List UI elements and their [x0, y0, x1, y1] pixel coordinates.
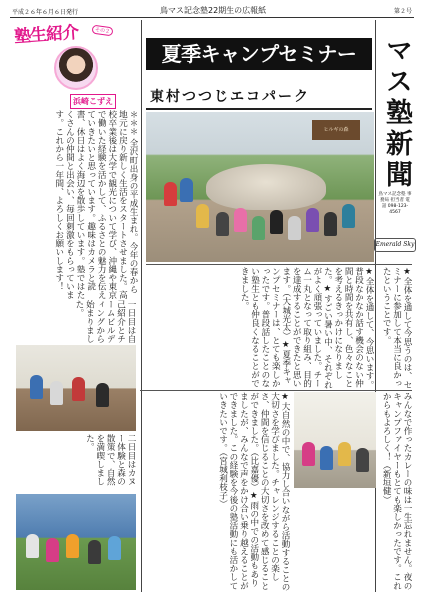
logo: Emerald Sky [374, 238, 416, 252]
article-column: ★大自然の中で、協力し合いながら活動することの大切さを学びました。チャレンジすることの楽しさ、仲間を信じることの大切さを改めて感じることができました。（比嘉優）★雨の中での活動もありましたが、みんなで声をかけ合い乗り越えることができました。この経験を今後の塾活動にも活かしていきたいです。（宮城利枝子） [217, 392, 290, 592]
article-column: みんなで作ったカレーの味は一生忘れません。夜のキャンプファイヤーもとても楽しかったです。これからもよろしく！（新垣健） [381, 392, 412, 590]
profile-section [12, 20, 138, 300]
indoor-photo [294, 392, 376, 488]
person [108, 536, 121, 560]
person [196, 204, 209, 228]
profile-name: 浜崎こずえ [70, 94, 116, 109]
column-divider [375, 20, 376, 592]
contact-info: 鳥マス記念塾 事務局 担当者 電話 098-123-4567 [378, 192, 412, 215]
person [288, 216, 301, 240]
outdoor-photo [16, 494, 136, 590]
person [66, 534, 79, 558]
person [46, 538, 59, 562]
article-subheadline: 東村つつじエコパーク [150, 89, 310, 105]
person [96, 383, 109, 407]
person [306, 208, 319, 232]
profile-text: ＊＊＊ 全沢町出身の平成生まれ。今年の春から地元に戻り新しく生活をスタートさせました。高校卒業後は大学で観光について学び、沖縄や東京で働いた経験を活かして、ふるさとの魅力を伝えていきたいと思っています。趣味はカメラと読書、休日はよく海辺を散歩しています。塾ではたくさんの仲間と出会い、毎回刺激をもらっています。これから一年間、よろしくお願いします！ [53, 110, 138, 300]
article-column: ★全体を通して、今思います。普段なかなか話す機会のない仲間と時間を共有し、色々なことを考えるきっかけになりました。★すごい暑い中、それぞれがよく頑張っていました。チーム一丸となって取り組み、目的を達成することができたと思います。（大城光太）★夏季キャンプセミナーは、とても楽しかったです。普段話したことのない塾生とも仲良くなることができました。 [239, 267, 374, 389]
newspaper-title: マス塾新聞 [381, 36, 412, 191]
person [270, 210, 283, 234]
person [252, 216, 265, 240]
issue-number: 第２号 [393, 8, 412, 15]
profile-photo [54, 46, 98, 90]
activity-photo [16, 345, 136, 431]
article-headline: 夏季キャンプセミナー [146, 38, 372, 70]
park-sign: ヒルギの森 [312, 120, 360, 140]
person [72, 377, 85, 401]
person [164, 182, 177, 206]
profile-badge: その２ [91, 25, 113, 37]
rock-monument [206, 164, 326, 210]
person [320, 446, 333, 470]
issue-date: 平成２６年６月６日発行 [12, 9, 79, 16]
profile-title: 塾生紹介 [13, 22, 79, 48]
article-column: 二日目はカヌー体験と森の散策で、自然を満喫しました。 [84, 434, 136, 486]
person [234, 208, 247, 232]
person [88, 540, 101, 564]
person [338, 442, 351, 466]
subheadline-rule [146, 108, 372, 110]
article-column: 一日目は自己紹介とチームビルディングから始まりました。 [73, 300, 136, 343]
section-rule [146, 264, 412, 265]
person [324, 212, 337, 236]
publisher-line: 鳥マス記念塾22期生の広報紙 [160, 6, 267, 15]
group-photo [146, 112, 374, 262]
section-rule [140, 390, 412, 391]
person [50, 381, 63, 405]
person [356, 448, 369, 472]
article-column: ★全体を通して今思うのは、セミナーに参加して本当に良かったということです。 [381, 267, 412, 389]
newspaper-title-block [378, 30, 412, 258]
person [216, 212, 229, 236]
person [302, 442, 315, 466]
person [30, 375, 43, 399]
person [342, 204, 355, 228]
person [180, 178, 193, 202]
person [26, 534, 39, 558]
